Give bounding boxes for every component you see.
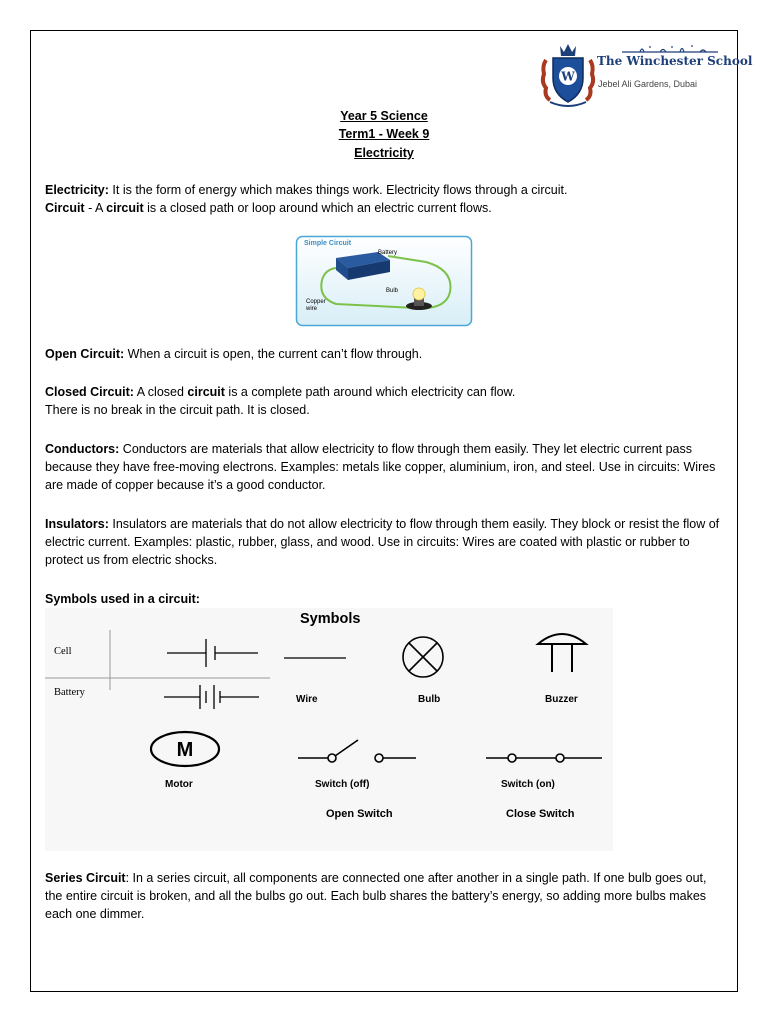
school-location: Jebel Ali Gardens, Dubai <box>598 79 698 89</box>
closed-circuit-definition: Closed Circuit: A closed circuit is a complete path around which electricity can flow. There is no break in the circuit path. It is closed. <box>45 385 516 417</box>
insulators-definition: Insulators: Insulators are materials that do not allow electricity to flow through them easily. They block or resist the flow of electric current. Examples: plastic, rubber, glass, and wood. Use in circuits: Wires are coated with plastic or rubber to protect us from electric shocks. <box>45 517 720 567</box>
motor-glyph: M <box>176 739 194 761</box>
motor-symbol-icon <box>146 729 226 769</box>
buzzer-label: Buzzer <box>545 694 578 705</box>
switch-off-symbol-icon <box>296 734 426 774</box>
conductors-definition: Conductors: Conductors are materials that allow electricity to flow through them easily. They let electric current pass because they have free-moving electrons. Examples: metals like copper, aluminium, iron, and steel. Use in circuits: Wires are made of copper because it’s a good conductor. <box>45 442 716 492</box>
series-circuit-label: Series Circuit <box>45 871 126 885</box>
cell-label: Cell <box>54 646 72 657</box>
wire-symbol-icon <box>283 655 347 661</box>
closed-circuit-label: Closed Circuit: <box>45 385 134 399</box>
simple-circuit-image <box>296 236 472 326</box>
switch-on-label: Switch (on) <box>501 779 555 790</box>
electricity-label: Electricity: <box>45 183 109 197</box>
switch-on-symbol-icon <box>484 734 614 774</box>
circuit-label: Circuit <box>45 201 85 215</box>
insulators-label: Insulators: <box>45 517 109 531</box>
buzzer-symbol-icon <box>532 630 592 680</box>
circuit-text: is a closed path or loop around which an electric current flows. <box>143 201 492 215</box>
title-topic: Electricity <box>354 146 414 160</box>
symbols-title: Symbols <box>300 611 361 627</box>
open-circuit-definition: Open Circuit: When a circuit is open, the current can’t flow through. <box>45 347 423 361</box>
cell-symbol-icon <box>165 633 265 673</box>
open-circuit-label: Open Circuit: <box>45 347 125 361</box>
battery-symbol-icon <box>162 677 262 717</box>
circuit-title: Simple Circuit <box>304 240 352 247</box>
title-term: Term1 - Week 9 <box>338 127 430 141</box>
motor-label: Motor <box>165 779 193 790</box>
circuit-battery-label: Battery <box>378 250 398 256</box>
electricity-definition: Electricity: It is the form of energy which makes things work. Electricity flows through a circuit. Circuit - A circuit is a closed path or loop around which an electric current flows. <box>45 183 568 215</box>
close-switch-label: Close Switch <box>506 808 575 820</box>
battery-label: Battery <box>54 687 85 698</box>
conductors-label: Conductors: <box>45 442 120 456</box>
arabic-script-icon <box>620 44 720 54</box>
series-circuit-definition: Series Circuit: In a series circuit, all components are connected one after another in a single path. If one bulb goes out, the entire circuit is broken, and all the bulbs go out. Each bulb shares the battery’s energy, so adding more bulbs makes each one dimmer. <box>45 871 707 921</box>
wire-label: Wire <box>296 694 318 705</box>
bulb-symbol-icon <box>397 634 449 680</box>
circuit-wire-label-1: Copper <box>306 299 326 305</box>
school-name: The Winchester School <box>597 54 753 68</box>
symbols-heading: Symbols used in a circuit: <box>45 592 200 606</box>
school-crest-icon <box>538 42 598 108</box>
svg-text:W: W <box>561 69 575 84</box>
circuit-bulb-label: Bulb <box>386 288 399 294</box>
bulb-label: Bulb <box>418 694 441 705</box>
circuit-wire-label-2: wire <box>306 306 318 312</box>
open-switch-label: Open Switch <box>326 808 393 820</box>
title-subject: Year 5 Science <box>340 109 428 123</box>
switch-off-label: Switch (off) <box>315 779 370 790</box>
electricity-text: It is the form of energy which makes things work. Electricity flows through a circuit. <box>108 183 568 197</box>
